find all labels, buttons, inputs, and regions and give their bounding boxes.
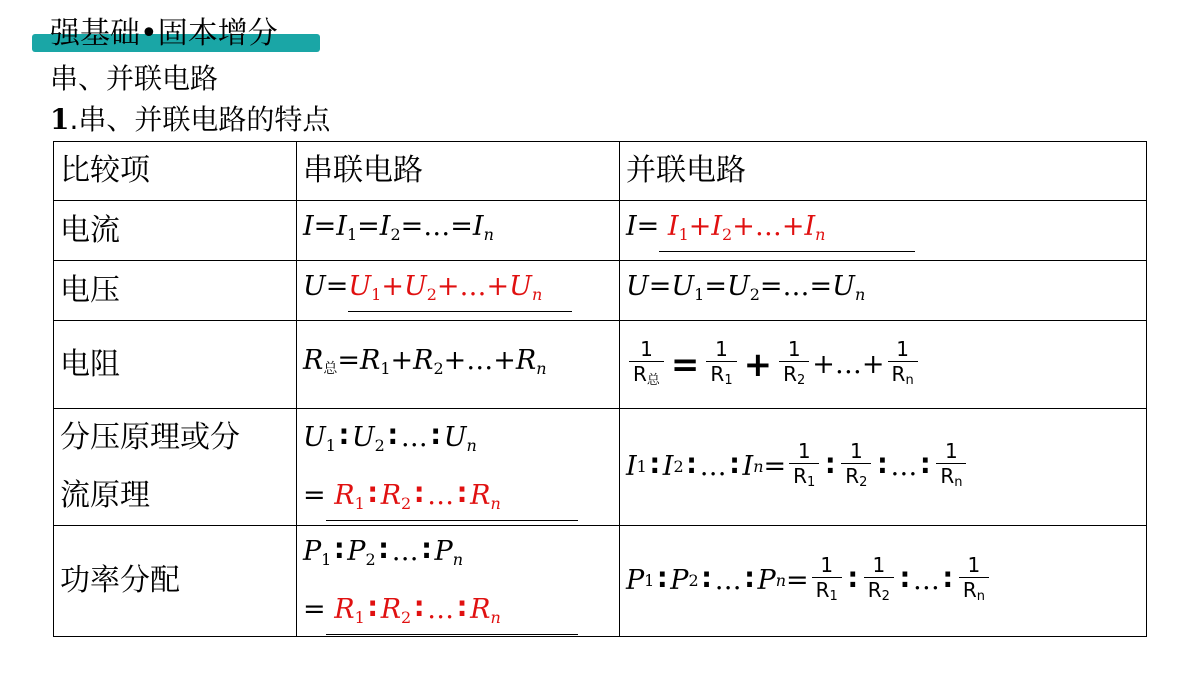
- row-label-resistance: 电阻: [54, 321, 297, 409]
- table-row-current: [54, 201, 1147, 261]
- parallel-power-formula: P 1 ∶ P 2 ∶ … ∶ P n = $\frac{1}{R_1}$ ∶ $\frac{1}{R_2}$ ∶ … ∶ $\frac{1}{R_n}$: [620, 526, 1147, 637]
- row-label-voltage: 电压: [54, 261, 297, 321]
- table-heading: [50, 101, 330, 139]
- row-label-division-principle: 分压原理或分 流原理: [54, 409, 297, 526]
- fraction: $\frac{1}{R_1}$: [789, 439, 819, 495]
- table-row-resistance: [54, 321, 1147, 409]
- parallel-division-formula: I 1 ∶ I 2 ∶ … ∶ I n = $\frac{1}{R_1}$ ∶ $\frac{1}{R_2}$ ∶ … ∶ $\frac{1}{R_n}$: [620, 409, 1147, 526]
- answer-blank: $I_1+I_2+\dots+I_n$: [659, 211, 915, 252]
- heading-text: .串、并联电路的特点: [69, 103, 331, 136]
- fraction: $\frac{1}{R_n}$: [936, 439, 966, 495]
- parallel-current-formula: $I= I_1+I_2+\dots+I_n$: [620, 201, 1147, 261]
- fraction: $\frac{1}{R_2}$: [841, 439, 871, 495]
- comparison-table: [53, 141, 1147, 637]
- answer-blank: $U_1+U_2+\dots+U_n$: [348, 271, 572, 312]
- table-row-power: [54, 526, 1147, 637]
- table-row-division-principle: [54, 409, 1147, 526]
- parallel-resistance-formula: $\frac{1}{R_总}$ = $\frac{1}{R_1}$ + $\frac{1}{R_2}$ + … + $\frac{1}{R_n}$: [620, 321, 1147, 409]
- fraction: $\frac{1}{R_2}$: [864, 553, 894, 609]
- series-current-formula: $I=I_1=I_2=\dots=I_n$: [297, 201, 620, 261]
- table-row-voltage: [54, 261, 1147, 321]
- table-header-row: [54, 142, 1147, 201]
- fraction: $\frac{1}{R_n}$: [959, 553, 989, 609]
- header-cell-item: 比较项: [54, 142, 297, 201]
- heading-number: 1: [50, 103, 70, 136]
- fraction: $\frac{1}{R_1}$: [706, 337, 736, 393]
- row-label-power: 功率分配: [54, 526, 297, 637]
- series-division-formula: $U_1$ ∶ $U_2$ ∶ … ∶ $U_n$ = $R_1$ ∶ $R_2$ ∶ … ∶ $R_n$: [297, 409, 620, 526]
- header-cell-series: 串联电路: [297, 142, 620, 201]
- answer-blank: $R_1$ ∶ $R_2$ ∶ … ∶ $R_n$: [326, 480, 578, 521]
- row-label-current: 电流: [54, 201, 297, 261]
- series-resistance-formula: $R_总=R_1+R_2+\dots+R_n$: [297, 321, 620, 409]
- fraction: $\frac{1}{R_n}$: [888, 337, 918, 393]
- series-power-formula: $P_1$ ∶ $P_2$ ∶ … ∶ $P_n$ = $R_1$ ∶ $R_2$ ∶ … ∶ $R_n$: [297, 526, 620, 637]
- fraction: $\frac{1}{R_1}$: [812, 553, 842, 609]
- answer-blank: $R_1$ ∶ $R_2$ ∶ … ∶ $R_n$: [326, 594, 578, 635]
- parallel-voltage-formula: $U=U_1=U_2=\dots=U_n$: [620, 261, 1147, 321]
- fraction: $\frac{1}{R_总}$: [629, 337, 664, 393]
- series-voltage-formula: $U=U_1+U_2+\dots+U_n$: [297, 261, 620, 321]
- section-banner-title: 强基础•固本增分: [50, 16, 278, 51]
- header-cell-parallel: 并联电路: [620, 142, 1147, 201]
- fraction: $\frac{1}{R_2}$: [779, 337, 809, 393]
- topic-subtitle: 串、并联电路: [50, 62, 219, 95]
